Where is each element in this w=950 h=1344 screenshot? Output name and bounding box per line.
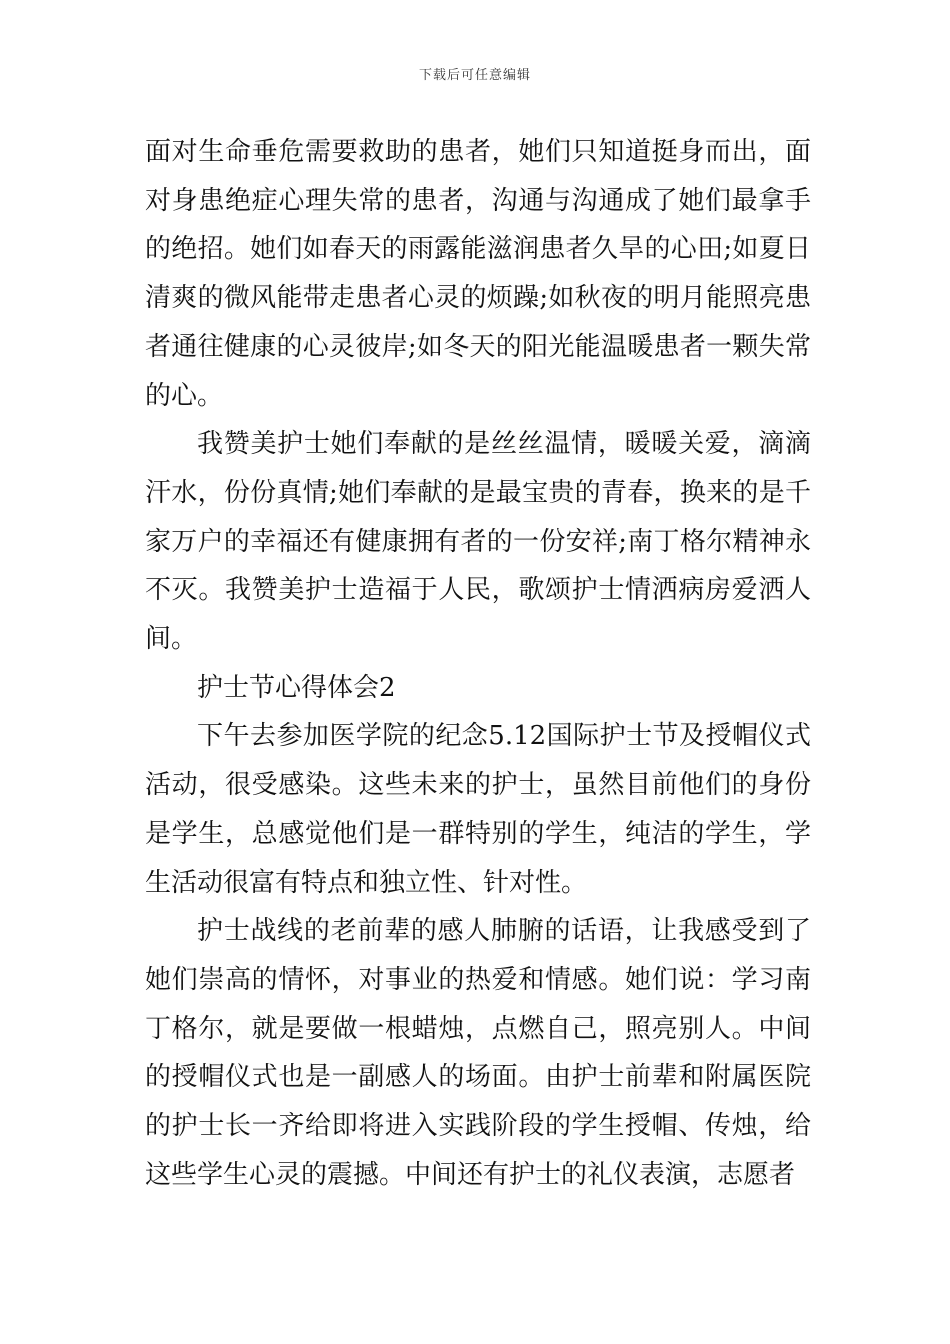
section-heading: 护士节心得体会2 [197, 672, 396, 703]
document-body [145, 128, 811, 1199]
page-header: 下载后可任意编辑 [418, 68, 531, 83]
paragraph-praise: 我赞美护士她们奉献的是丝丝温情，暖暖关爱，滴滴汗水，份份真情;她们奉献的是最宝贵的青春，换来的是千家万户的幸福还有健康拥有者的一份安祥;南丁格尔精神永不灭。我赞美护士造福于人民，歌颂护士情洒病房爱洒人间。 [145, 429, 811, 655]
paragraph-continuation: 面对生命垂危需要救助的患者，她们只知道挺身而出，面对身患绝症心理失常的患者，沟通与沟通成了她们最拿手的绝招。她们如春天的雨露能滋润患者久旱的心田;如夏日清爽的微风能带走患者心灵的烦躁;如秋夜的明月能照亮患者通往健康的心灵彼岸;如冬天的阳光能温暖患者一颗失常的心。 [145, 137, 811, 411]
paragraph-ceremony: 护士战线的老前辈的感人肺腑的话语，让我感受到了她们崇高的情怀，对事业的热爱和情感。她们说：学习南丁格尔，就是要做一根蜡烛，点燃自己，照亮别人。中间的授帽仪式也是一副感人的场面。由护士前辈和附属医院的护士长一齐给即将进入实践阶段的学生授帽、传烛，给这些学生心灵的震撼。中间还有护士的礼仪表演，志愿者 [145, 916, 811, 1190]
paragraph-event: 下午去参加医学院的纪念5.12国际护士节及授帽仪式活动，很受感染。这些未来的护士，虽然目前他们的身份是学生，总感觉他们是一群特别的学生，纯洁的学生，学生活动很富有特点和独立性、针对性。 [145, 721, 811, 898]
